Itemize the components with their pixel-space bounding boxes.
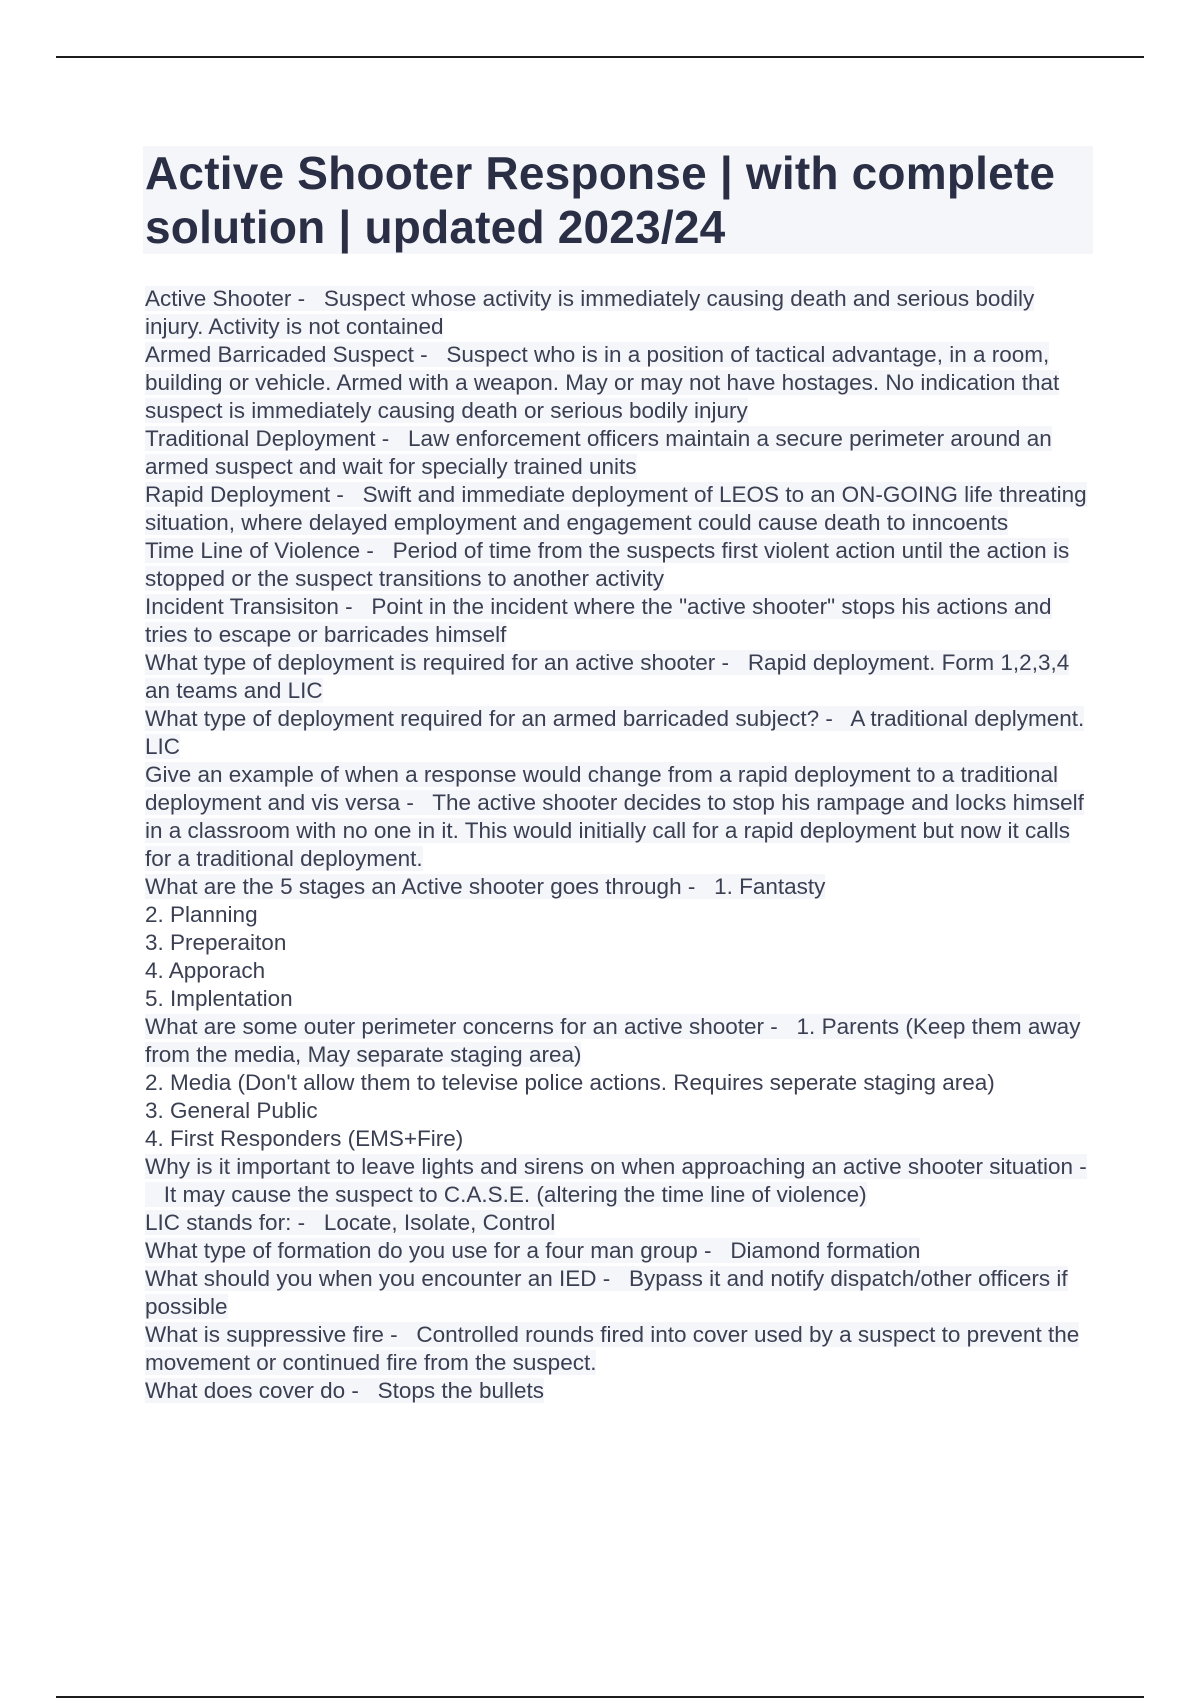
entry-term: LIC stands for: - (145, 1210, 306, 1235)
entry-definition: Point in the incident where the "active shooter" stops his actions and tries to escape or barricades himself (145, 594, 1052, 647)
entry-definition: Diamond formation (730, 1238, 921, 1263)
bottom-rule (56, 1696, 1144, 1698)
entry-definition: Controlled rounds fired into cover used by a suspect to prevent the movement or continued fire from the suspect. (145, 1322, 1080, 1375)
entry-time-line-of-violence (145, 537, 1095, 593)
entry-response-change-example (145, 761, 1095, 873)
entry-lic (145, 1209, 1095, 1237)
list-item (145, 957, 1095, 985)
page-title: Active Shooter Response | with complete solution | updated 2023/24 (145, 147, 1056, 253)
list-item-text: 3. General Public (145, 1098, 318, 1123)
list-item (145, 1097, 1095, 1125)
list-item (145, 1125, 1095, 1153)
entry-term: What are the 5 stages an Active shooter goes through - (145, 874, 696, 899)
list-item-text: 5. Implentation (145, 986, 293, 1011)
list-item (145, 985, 1095, 1013)
entry-active-shooter (145, 285, 1095, 341)
list-item (145, 901, 1095, 929)
entry-definition: Suspect who is in a position of tactical advantage, in a room, building or vehicle. Armed with a weapon. May or may not have hostages. No indication that suspect is immediately causing death or serious bodily injury (145, 342, 1060, 423)
entry-term: What type of deployment required for an armed barricaded subject? - (145, 706, 833, 731)
top-rule (56, 56, 1144, 58)
entry-definition: Locate, Isolate, Control (323, 1210, 556, 1235)
entry-term: What should you when you encounter an IED - (145, 1266, 611, 1291)
entry-term: Time Line of Violence - (145, 538, 374, 563)
list-item-text: 4. First Responders (EMS+Fire) (145, 1126, 464, 1151)
entry-definition: Period of time from the suspects first violent action until the action is stopped or the suspect transitions to another activity (145, 538, 1070, 591)
entry-five-stages (145, 873, 1095, 901)
entry-suppressive-fire (145, 1321, 1095, 1377)
entry-term: Active Shooter - (145, 286, 306, 311)
entry-term: Armed Barricaded Suspect - (145, 342, 428, 367)
entry-term: Traditional Deployment - (145, 426, 390, 451)
entry-lights-and-sirens (145, 1153, 1095, 1209)
entry-deployment-active-shooter (145, 649, 1095, 705)
flashcard-list (145, 285, 1095, 1405)
list-item (145, 1069, 1095, 1097)
entry-armed-barricaded-suspect (145, 341, 1095, 425)
entry-definition: Rapid deployment. Form 1,2,3,4 an teams and LIC (145, 650, 1070, 703)
entry-term: What type of formation do you use for a four man group - (145, 1238, 712, 1263)
entry-term: What are some outer perimeter concerns for an active shooter - (145, 1014, 778, 1039)
entry-definition: A traditional deplyment. LIC (145, 706, 1085, 759)
list-item-text: 4. Apporach (145, 958, 266, 983)
entry-definition: 1. Fantasty (714, 874, 826, 899)
entry-cover (145, 1377, 1095, 1405)
entry-definition: Law enforcement officers maintain a secure perimeter around an armed suspect and wait for specially trained units (145, 426, 1052, 479)
entry-term: What is suppressive fire - (145, 1322, 398, 1347)
entry-definition: 1. Parents (Keep them away from the media, May separate staging area) (145, 1014, 1081, 1067)
entry-ied (145, 1265, 1095, 1321)
entry-four-man-formation (145, 1237, 1095, 1265)
entry-traditional-deployment (145, 425, 1095, 481)
entry-definition: It may cause the suspect to C.A.S.E. (altering the time line of violence) (163, 1182, 867, 1207)
entry-definition: Swift and immediate deployment of LEOS to an ON-GOING life threating situation, where delayed employment and engagement could cause death to inncoents (145, 482, 1087, 535)
entry-term: Incident Transisiton - (145, 594, 353, 619)
entry-term: What does cover do - (145, 1378, 359, 1403)
list-item-text: 3. Preperaiton (145, 930, 287, 955)
entry-incident-transition (145, 593, 1095, 649)
entry-term: Rapid Deployment - (145, 482, 344, 507)
entry-definition: Bypass it and notify dispatch/other officers if possible (145, 1266, 1068, 1319)
entry-deployment-barricaded (145, 705, 1095, 761)
entry-definition: The active shooter decides to stop his rampage and locks himself in a classroom with no one in it. This would initially call for a rapid deployment but now it calls for a traditional deployment. (145, 790, 1084, 871)
entry-term: What type of deployment is required for an active shooter - (145, 650, 730, 675)
entry-outer-perimeter (145, 1013, 1095, 1069)
list-item (145, 929, 1095, 957)
list-item-text: 2. Planning (145, 902, 258, 927)
entry-definition: Suspect whose activity is immediately causing death and serious bodily injury. Activity is not contained (145, 286, 1035, 339)
entry-term: Give an example of when a response would change from a rapid deployment to a traditional deployment and vis versa - (145, 762, 1059, 815)
entry-rapid-deployment (145, 481, 1095, 537)
entry-definition: Stops the bullets (377, 1378, 544, 1403)
entry-term: Why is it important to leave lights and sirens on when approaching an active shooter situation - (145, 1154, 1087, 1179)
title-block (143, 146, 1093, 254)
list-item-text: 2. Media (Don't allow them to televise police actions. Requires seperate staging area) (145, 1070, 995, 1095)
